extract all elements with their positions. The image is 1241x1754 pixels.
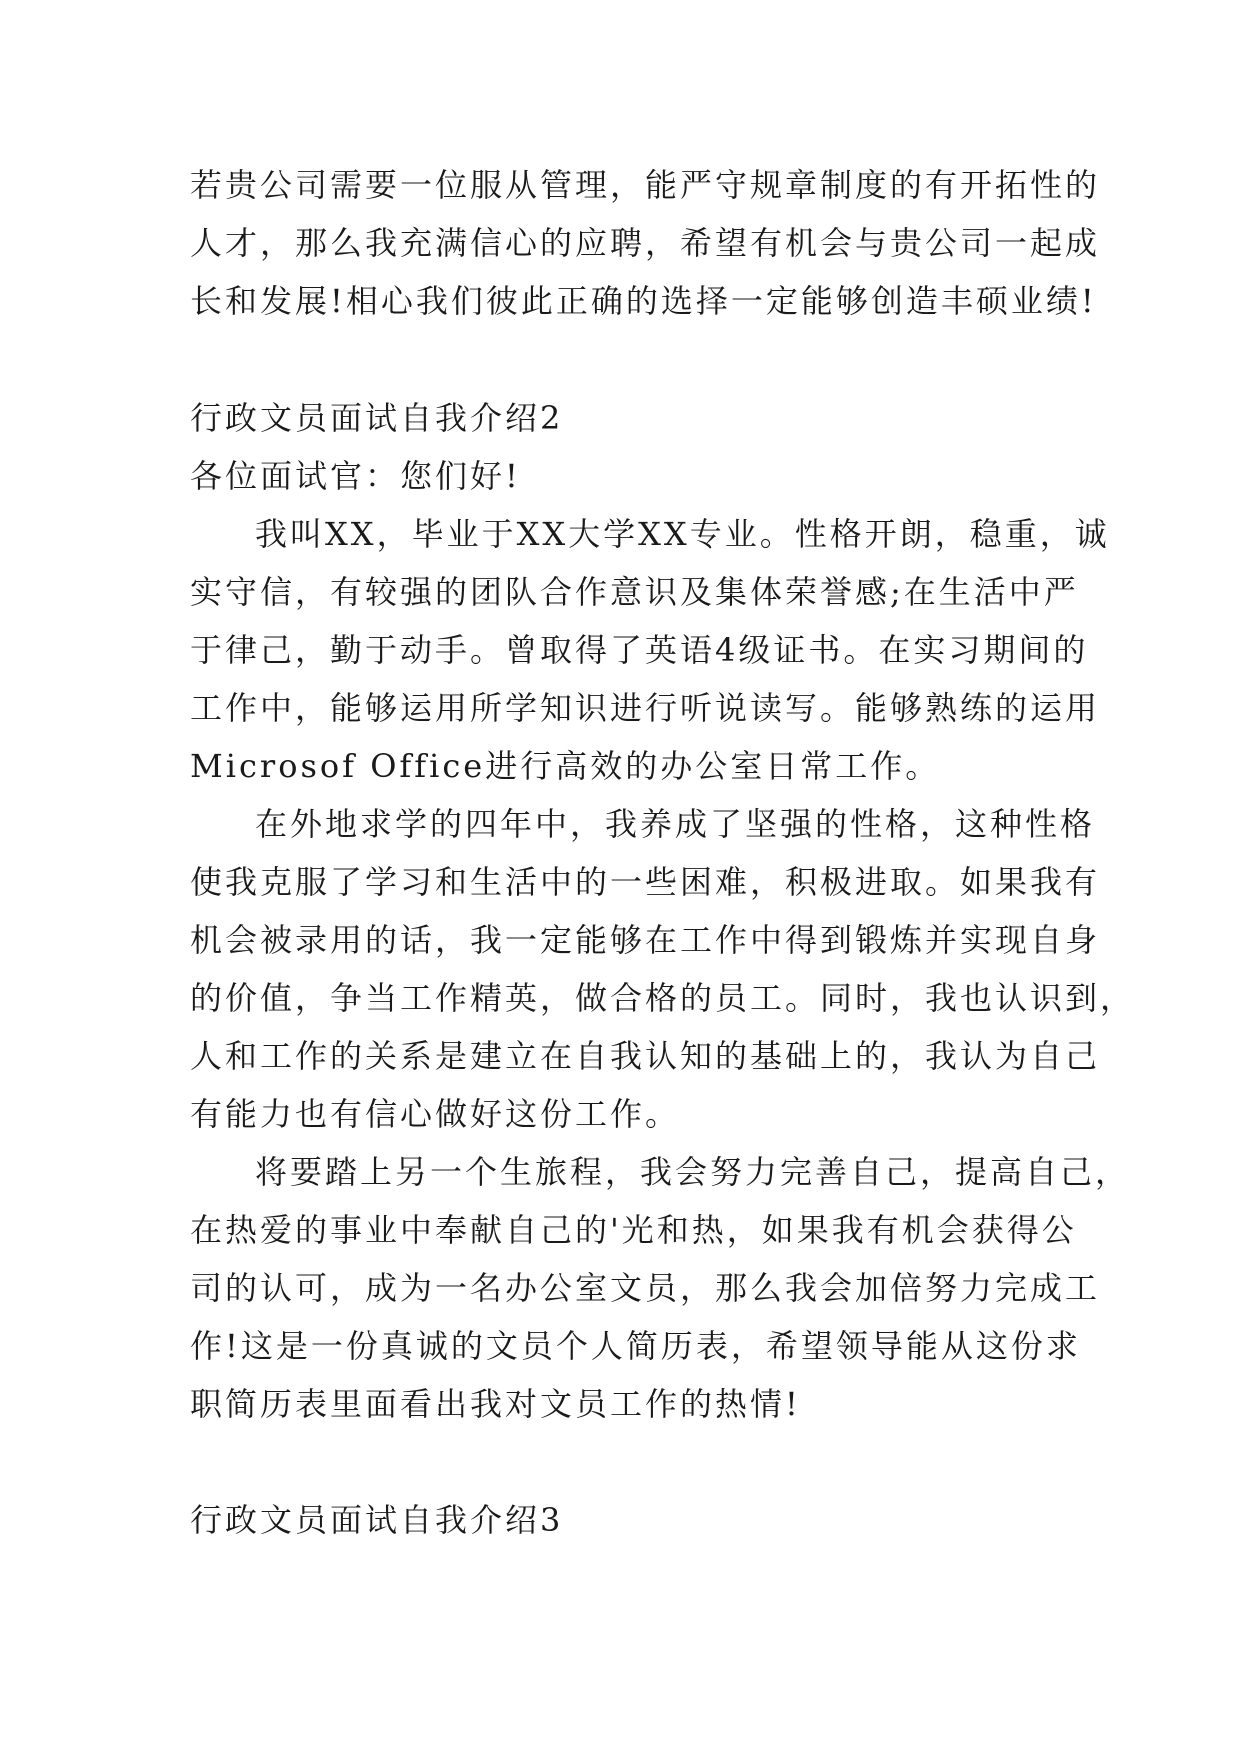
- text-line: 作!这是一份真诚的文员个人简历表，希望领导能从这份求: [190, 1327, 1081, 1365]
- text-line: 实守信，有较强的团队合作意识及集体荣誉感;在生活中严: [190, 573, 1079, 611]
- text-line: 使我克服了学习和生活中的一些困难，积极进取。如果我有: [190, 863, 1101, 901]
- text-line: 在热爱的事业中奉献自己的'光和热，如果我有机会获得公: [190, 1211, 1077, 1249]
- text-line: 职简历表里面看出我对文员工作的热情!: [190, 1385, 801, 1423]
- text-line: 长和发展!相心我们彼此正确的选择一定能够创造丰硕业绩!: [190, 282, 1097, 320]
- text-line: 在外地求学的四年中，我养成了坚强的性格，这种性格: [255, 805, 1096, 843]
- text-line: 于律己，勤于动手。曾取得了英语4级证书。在实习期间的: [190, 631, 1089, 669]
- greeting-line: 各位面试官：您们好!: [190, 457, 521, 495]
- text-line: 我叫XX，毕业于XX大学XX专业。性格开朗，稳重，诚: [255, 515, 1110, 553]
- text-line: 人和工作的关系是建立在自我认知的基础上的，我认为自己: [190, 1037, 1101, 1075]
- text-line: 的价值，争当工作精英，做合格的员工。同时，我也认识到，: [190, 979, 1136, 1017]
- text-line: 人才，那么我充满信心的应聘，希望有机会与贵公司一起成: [190, 224, 1101, 262]
- text-line: 机会被录用的话，我一定能够在工作中得到锻炼并实现自身: [190, 921, 1101, 959]
- text-line: Microsof Office进行高效的办公室日常工作。: [190, 747, 941, 785]
- text-line: 司的认可，成为一名办公室文员，那么我会加倍努力完成工: [190, 1269, 1101, 1307]
- text-line: 将要踏上另一个生旅程，我会努力完善自己，提高自己，: [255, 1153, 1131, 1191]
- section-heading: 行政文员面试自我介绍2: [190, 399, 564, 437]
- section-heading: 行政文员面试自我介绍3: [190, 1501, 564, 1539]
- text-line: 工作中，能够运用所学知识进行听说读写。能够熟练的运用: [190, 689, 1101, 727]
- text-line: 若贵公司需要一位服从管理，能严守规章制度的有开拓性的: [190, 166, 1101, 204]
- text-line: 有能力也有信心做好这份工作。: [190, 1095, 681, 1133]
